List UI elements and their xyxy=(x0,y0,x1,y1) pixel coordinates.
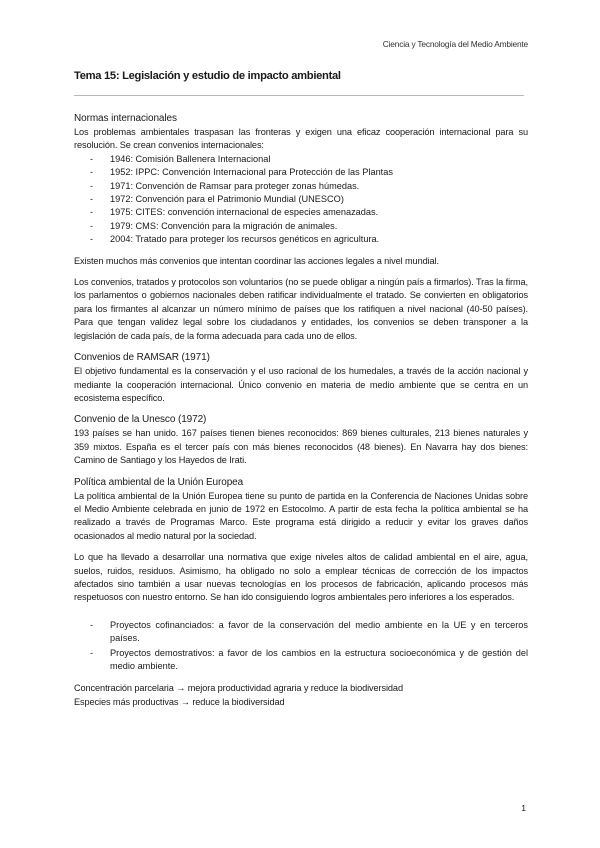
list-item: - 1952: IPPC: Convención Internacional para Protección de las Plantas xyxy=(110,166,528,179)
section-heading-ue: Política ambiental de la Unión Europea xyxy=(74,476,244,488)
list-item: - 1972: Convención para el Patrimonio Mundial (UNESCO) xyxy=(110,193,528,206)
running-header: Ciencia y Tecnología del Medio Ambiente xyxy=(382,39,528,49)
paragraph-more-conventions: Existen muchos más convenios que intentan coordinar las acciones legales a nivel mundial. xyxy=(74,255,439,266)
conclusion-line-2: Especies más productivas → reduce la biodiversidad xyxy=(74,696,285,707)
section-heading-normas: Normas internacionales xyxy=(74,113,177,124)
projects-list xyxy=(74,619,528,674)
paragraph-voluntary: Los convenios, tratados y protocolos son voluntarios (no se puede obligar a ningún país a firmarlos). Tras la firma, los parlamentos o gobiernos nacionales deben ratificar individualmente el tratado. Se convierten en obligatorios para los firmantes al alcanzar un número mínimo de países que los ratifiquen a nivel nacional (40-50 países). Para que tengan validez legal sobre los ciudadanos y entidades, los convenios se deben transponer a la legislación de cada país, de la forma adecuada para cada uno de ellos. xyxy=(74,277,528,341)
paragraph-ramsar: El objetivo fundamental es la conservación y el uso racional de los humedales, a través de la acción nacional y mediante la cooperación internacional. Único convenio en materia de medio ambiente que se centra en un ecosistema específico. xyxy=(74,366,528,403)
section-heading-unesco: Convenio de la Unesco (1972) xyxy=(74,414,207,426)
paragraph-ue-1: La política ambiental de la Unión Europea tiene su punto de partida en la Conferencia de Naciones Unidas sobre el Medio Ambiente celebrada en junio de 1972 en Estocolmo. A partir de esta fecha la política ambiental se ha realizado a través de Programas Marco. Este programa está dirigido a reducir y evitar los graves daños ocasionados al medio natural por la sociedad. xyxy=(74,490,528,541)
document-body xyxy=(74,112,528,709)
paragraph-unesco: 193 países se han unido. 167 países tienen bienes reconocidos: 869 bienes culturales, 213 bienes naturales y 359 mixtos. España es el tercer país con más bienes reconocidos (48 bienes). En Navarra hay dos bienes: Camino de Santiago y los Hayedos de Irati. xyxy=(74,428,528,466)
page-title: Tema 15: Legislación y estudio de impacto ambiental xyxy=(74,70,341,82)
list-item: - 2004: Tratado para proteger los recursos genéticos en agricultura. xyxy=(110,233,528,246)
list-item: - Proyectos cofinanciados: a favor de la conservación del medio ambiente en la UE y en terceros países. xyxy=(110,619,528,646)
conclusion-line-1: Concentración parcelaria → mejora productividad agraria y reduce la biodiversidad xyxy=(74,683,403,694)
list-item: - Proyectos demostrativos: a favor de los cambios en la estructura socioeconómica y de gestión del medio ambiente. xyxy=(110,647,528,674)
paragraph-normas-intro: Los problemas ambientales traspasan las fronteras y exigen una eficaz cooperación internacional para su resolución. Se crean convenios internacionales: xyxy=(74,127,528,151)
list-item: - 1975: CITES: convención internacional de especies amenazadas. xyxy=(110,206,528,219)
section-heading-ramsar: Convenios de RAMSAR (1971) xyxy=(74,352,210,364)
page-number: 1 xyxy=(521,803,526,813)
list-item: - 1946: Comisión Ballenera Internacional xyxy=(110,153,528,166)
title-divider xyxy=(74,95,524,96)
list-item: - 1971: Convención de Ramsar para proteger zonas húmedas. xyxy=(110,180,528,193)
conventions-list xyxy=(74,153,528,247)
list-item: - 1979: CMS: Convención para la migración de animales. xyxy=(110,220,528,233)
paragraph-ue-2: Lo que ha llevado a desarrollar una normativa que exige niveles altos de calidad ambiental en el aire, agua, suelos, ruidos, residuos. Asimismo, ha obligado no solo a emplear técnicas de corrección de los impactos afectados sino también a usar nuevas tecnologías en los procesos de fabricación, aplicando procesos más respetuosos con nuestro entorno. Se han ido consiguiendo logros ambientales pero inferiores a los esperados. xyxy=(74,552,528,603)
